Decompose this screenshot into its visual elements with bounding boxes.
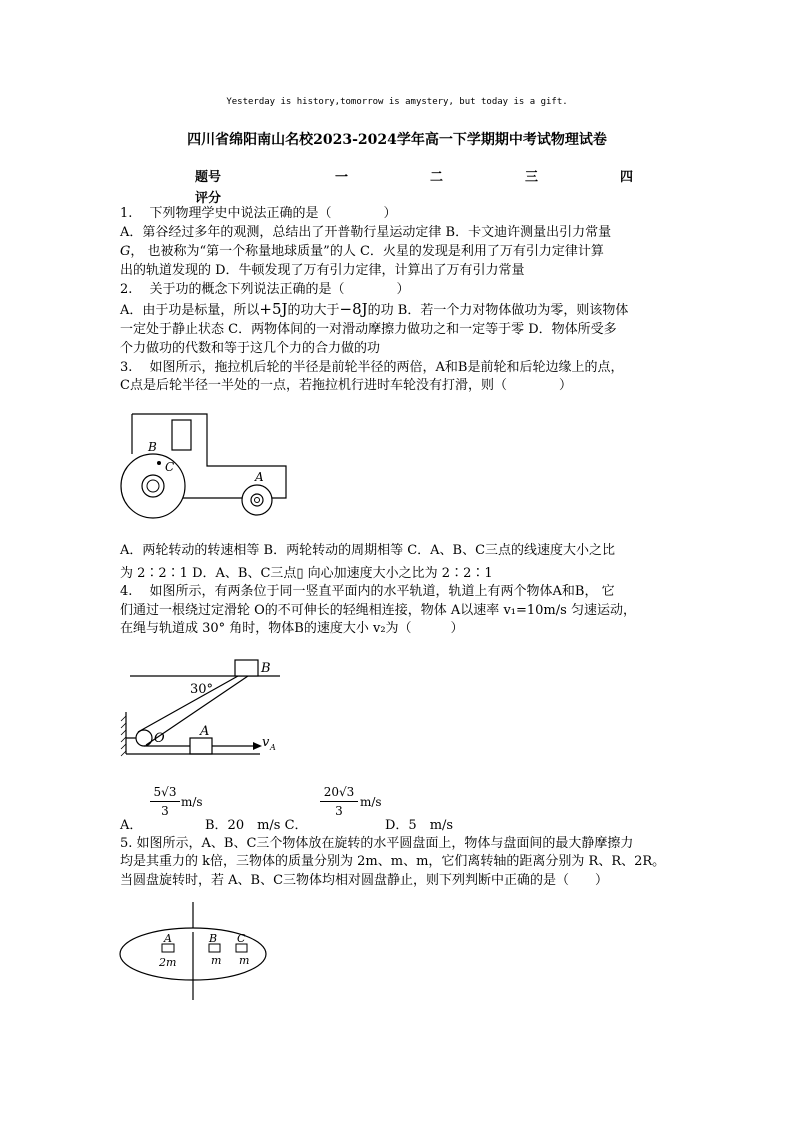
q4-opt-a-num: 5√3 — [153, 785, 177, 799]
q4-line1: 4. 如图所示，有两条位于同一竖直平面内的水平轨道，轨道上有两个物体A和B， 它 — [120, 584, 615, 599]
q3-opt2: 为 2∶2∶1 D．A、B、C三点▯ 向心加速度大小之比为 2∶2∶1 — [120, 566, 493, 581]
score-col-4: 四 — [620, 170, 634, 185]
fig5-mass-c: m — [239, 954, 250, 967]
q2-line1-b: 的功大于 — [287, 303, 340, 318]
fig5-label-a: A — [164, 932, 172, 945]
q2-line3: 个力做功的代数和等于这几个力的合力做的功 — [120, 341, 381, 356]
score-col-1: 一 — [335, 170, 349, 185]
q2-line1-a: A．由于功是标量，所以 — [120, 303, 260, 318]
q4-opt-a-den: 3 — [161, 804, 169, 818]
pulley-figure — [120, 652, 295, 762]
score-table-header — [195, 166, 635, 184]
q1-line2 — [120, 242, 680, 261]
q3-line1: 3. 如图所示，拖拉机后轮的半径是前轮半径的两倍，A和B是前轮和后轮边缘上的点， — [120, 360, 624, 375]
q1-line3: 出的轨道发现的 D．牛顿发现了万有引力定律，计算出了万有引力常量 — [120, 263, 525, 278]
q4-line3: 在绳与轨道成 30° 角时，物体B的速度大小 v₂为（ ） — [120, 621, 464, 636]
q4-opt-a-unit: m/s — [181, 795, 203, 809]
q2-line1 — [120, 300, 680, 320]
fig4-label-a: A — [200, 724, 210, 739]
q4-opt-d: D．5 m/s — [385, 818, 454, 833]
fig4-label-v: v — [262, 735, 270, 750]
fig5-label-b: B — [209, 932, 218, 945]
q4-opt-c-unit: m/s — [360, 795, 382, 809]
motto: Yesterday is history,tomorrow is amystery, but today is a gift. — [226, 97, 568, 107]
fig4-angle: 30° — [190, 682, 214, 697]
q4-opt-c-num: 20√3 — [323, 785, 355, 799]
tractor-figure — [115, 402, 305, 522]
q5-line3: 当圆盘旋转时，若 A、B、C三物体均相对圆盘静止，则下列判断中正确的是（ ） — [120, 873, 609, 888]
score-col-2: 二 — [430, 170, 444, 185]
score-row-label: 评分 — [195, 191, 222, 206]
q2-line2: 一定处于静止状态 C．两物体间的一对滑动摩擦力做功之和一定等于零 D．物体所受多 — [120, 322, 617, 337]
q3-opt1: A．两轮转动的转速相等 B．两轮转动的周期相等 C．A、B、C三点的线速度大小之比 — [120, 543, 616, 558]
q5-line1: 5. 如图所示，A、B、C三个物体放在旋转的水平圆盘面上，物体与盘面间的最大静摩擦力 — [120, 836, 634, 851]
q2-val1: +5J — [259, 300, 288, 318]
fig3-label-a: A — [255, 470, 264, 484]
fig4-label-v-sub: A — [270, 743, 276, 752]
fig4-label-o: O — [154, 731, 165, 746]
q4-opt-c-fraction-bar — [320, 801, 358, 802]
q4-opt-b: B．20 m/s C． — [205, 818, 308, 833]
fig4-label-b: B — [261, 661, 271, 676]
q5-line2: 均是其重力的 k倍，三物体的质量分别为 2m、m、m，它们离转轴的距离分别为 R、R、2R。 — [120, 854, 666, 869]
q2-val2: −8J — [339, 300, 368, 318]
q2-line1-c: 的功 B．若一个力对物体做功为零，则该物体 — [367, 303, 629, 318]
score-col-3: 三 — [525, 170, 539, 185]
q1-stem: 1. 下列物理学史中说法正确的是（ ） — [120, 206, 397, 221]
q3-line2: C点是后轮半径一半处的一点，若拖拉机行进时车轮没有打滑，则（ ） — [120, 378, 572, 393]
disk-figure — [115, 900, 280, 1010]
score-header-label: 题号 — [195, 170, 222, 185]
page-title: 四川省绵阳南山名校2023-2024学年高一下学期期中考试物理试卷 — [187, 132, 607, 148]
fig3-label-c: C — [165, 460, 175, 474]
q4-opt-a-fraction-bar — [150, 801, 180, 802]
q1-line2-text: ， 也被称为“第一个称量地球质量”的人 C．火星的发现是利用了万有引力定律计算 — [130, 244, 604, 259]
q1-g-symbol: G — [120, 244, 131, 259]
fig5-mass-b: m — [211, 954, 222, 967]
q1-line1: A．第谷经过多年的观测，总结出了开普勒行星运动定律 B．卡文迪许测量出引力常量 — [120, 225, 612, 240]
q2-stem: 2. 关于功的概念下列说法正确的是（ ） — [120, 282, 410, 297]
fig3-label-b: B — [148, 440, 157, 454]
q4-opt-c-den: 3 — [335, 804, 343, 818]
fig5-label-c: C — [237, 932, 246, 945]
fig5-mass-a: 2m — [159, 956, 177, 969]
q4-line2: 们通过一根绕过定滑轮 O的不可伸长的轻绳相连接，物体 A以速率 v₁=10m/s 匀速运动， — [120, 603, 636, 618]
q4-opt-a-prefix: A． — [120, 818, 143, 833]
